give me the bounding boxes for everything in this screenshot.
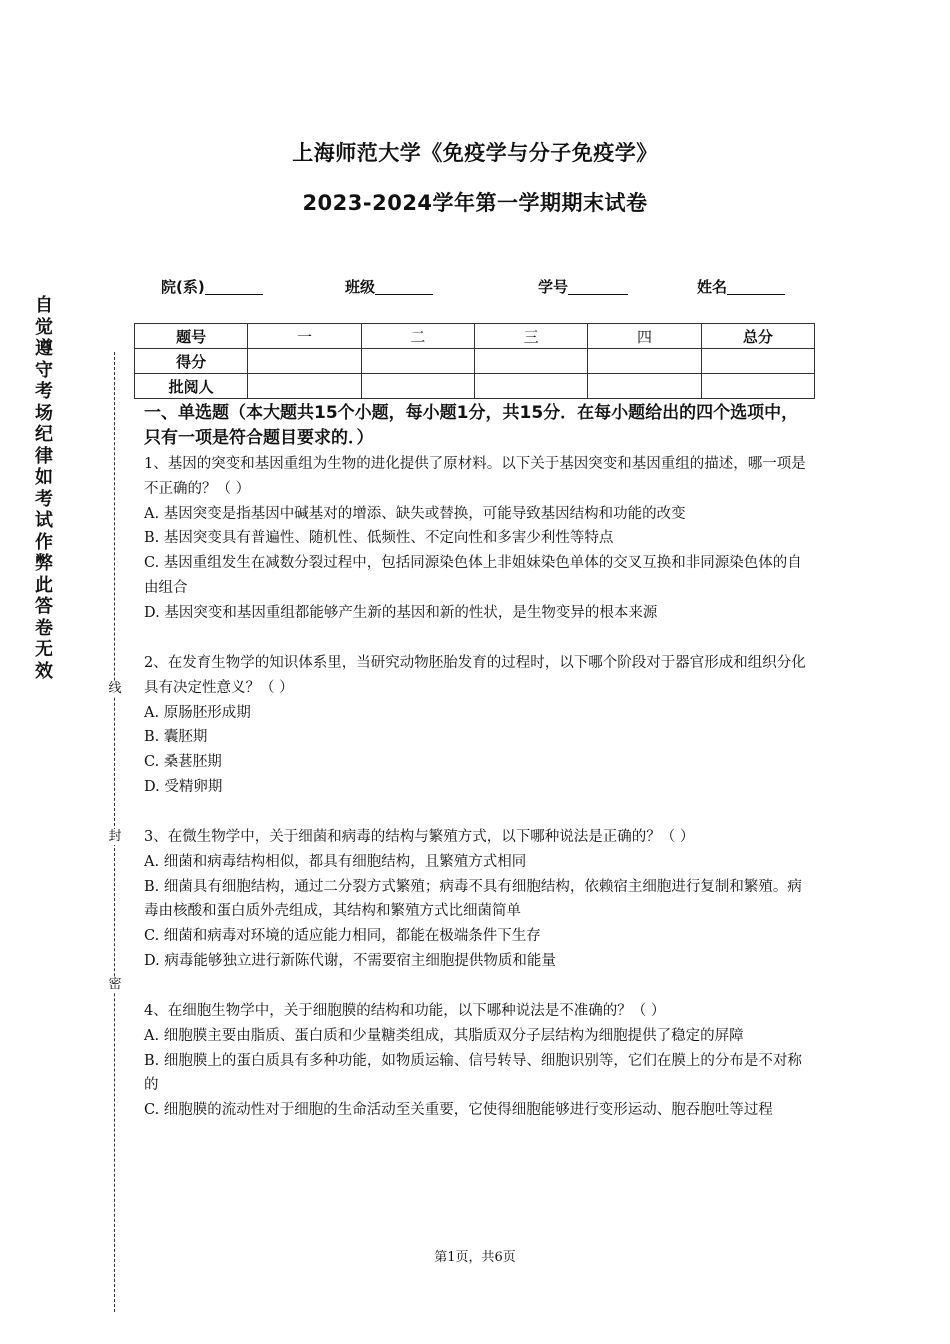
question-option: D. 病毒能够独立进行新陈代谢，不需要宿主细胞提供物质和能量 — [144, 952, 556, 969]
score-table-header: 题号 — [135, 324, 248, 349]
grader-cell[interactable] — [701, 374, 814, 399]
score-table-header: 四 — [588, 324, 701, 349]
student-id-label: 学号 — [538, 278, 569, 296]
question-option: D. 基因突变和基因重组都能够产生新的基因和新的性状，是生物变异的根本来源 — [144, 604, 658, 621]
grader-cell[interactable] — [248, 374, 361, 399]
question-stem: 3、在微生物学中，关于细菌和病毒的结构与繁殖方式，以下哪种说法是正确的？（ ） — [144, 829, 695, 845]
score-cell[interactable] — [474, 349, 587, 374]
name-blank[interactable] — [727, 279, 785, 295]
score-cell[interactable] — [701, 349, 814, 374]
grader-row-label: 批阅人 — [135, 374, 248, 399]
exam-title-line1: 上海师范大学《免疫学与分子免疫学》 — [292, 141, 658, 165]
question-2 — [144, 651, 814, 800]
question-stem: 2、在发育生物学的知识体系里，当研究动物胚胎发育的过程时，以下哪个阶段对于器官形成和组织分化具有决定性意义？（ ） — [144, 655, 806, 696]
class-label: 班级 — [345, 278, 376, 296]
question-option: A. 原肠胚形成期 — [144, 704, 251, 721]
exam-discipline-notice: 自觉遵守考场纪律如考试作弊此答卷无效 — [35, 295, 53, 682]
grader-cell[interactable] — [474, 374, 587, 399]
name-label: 姓名 — [697, 278, 728, 296]
score-table-header: 二 — [361, 324, 474, 349]
question-option: C. 基因重组发生在减数分裂过程中，包括同源染色体上非姐妹染色单体的交叉互换和非同源染色体的自由组合 — [144, 555, 802, 596]
score-table-header: 一 — [248, 324, 361, 349]
score-table-header-row — [135, 324, 815, 349]
exam-title-line2: 2023-2024学年第一学期期末试卷 — [302, 191, 648, 215]
question-stem: 1、基因的突变和基因重组为生物的进化提供了原材料。以下关于基因突变和基因重组的描述，哪一项是不正确的？（ ） — [144, 456, 806, 497]
dept-field — [161, 276, 263, 297]
score-cell[interactable] — [361, 349, 474, 374]
score-table-header: 总分 — [701, 324, 814, 349]
class-blank[interactable] — [375, 279, 433, 295]
score-table — [134, 323, 815, 399]
dept-blank[interactable] — [205, 279, 263, 295]
question-option: D. 受精卵期 — [144, 778, 223, 795]
page-footer: 第1页，共6页 — [434, 1250, 516, 1265]
grader-row — [135, 374, 815, 399]
question-option: B. 细菌具有细胞结构，通过二分裂方式繁殖；病毒不具有细胞结构，依赖宿主细胞进行复制和繁殖。病毒由核酸和蛋白质外壳组成，其结构和繁殖方式比细菌简单 — [144, 878, 802, 920]
student-id-blank[interactable] — [568, 279, 628, 295]
dept-label: 院(系) — [161, 278, 205, 296]
score-table-header: 三 — [474, 324, 587, 349]
question-option: A. 细胞膜主要由脂质、蛋白质和少量糖类组成，其脂质双分子层结构为细胞提供了稳定的屏障 — [144, 1027, 744, 1044]
score-cell[interactable] — [248, 349, 361, 374]
student-id-field — [538, 276, 628, 297]
grader-cell[interactable] — [588, 374, 701, 399]
question-4 — [144, 999, 814, 1123]
question-option: A. 基因突变是指基因中碱基对的增添、缺失或替换，可能导致基因结构和功能的改变 — [144, 505, 686, 522]
section-heading: 一、单选题（本大题共15个小题，每小题1分，共15分．在每小题给出的四个选项中，只有一项是符合题目要求的．） — [144, 403, 799, 448]
question-stem: 4、在细胞生物学中，关于细胞膜的结构和功能，以下哪种说法是不准确的？（ ） — [144, 1003, 666, 1019]
binding-secret-char: 密 — [108, 977, 122, 992]
question-option: C. 细胞膜的流动性对于细胞的生命活动至关重要，它使得细胞能够进行变形运动、胞吞胞吐等过程 — [144, 1102, 773, 1119]
score-row — [135, 349, 815, 374]
score-cell[interactable] — [588, 349, 701, 374]
question-option: B. 囊胚期 — [144, 729, 208, 746]
question-option: B. 细胞膜上的蛋白质具有多种功能，如物质运输、信号转导、细胞识别等，它们在膜上的分布是不对称的 — [144, 1052, 802, 1094]
question-option: C. 细菌和病毒对环境的适应能力相同，都能在极端条件下生存 — [144, 928, 541, 945]
name-field — [697, 276, 785, 297]
class-field — [345, 276, 433, 297]
score-row-label: 得分 — [135, 349, 248, 374]
binding-line-char: 线 — [108, 681, 122, 696]
question-option: C. 桑葚胚期 — [144, 754, 222, 771]
binding-seal-char: 封 — [108, 829, 122, 844]
question-option: A. 细菌和病毒结构相似，都具有细胞结构，且繁殖方式相同 — [144, 853, 527, 870]
grader-cell[interactable] — [361, 374, 474, 399]
question-1 — [144, 452, 814, 626]
question-3 — [144, 825, 814, 974]
question-option: B. 基因突变具有普遍性、随机性、低频性、不定向性和多害少利性等特点 — [144, 530, 614, 547]
